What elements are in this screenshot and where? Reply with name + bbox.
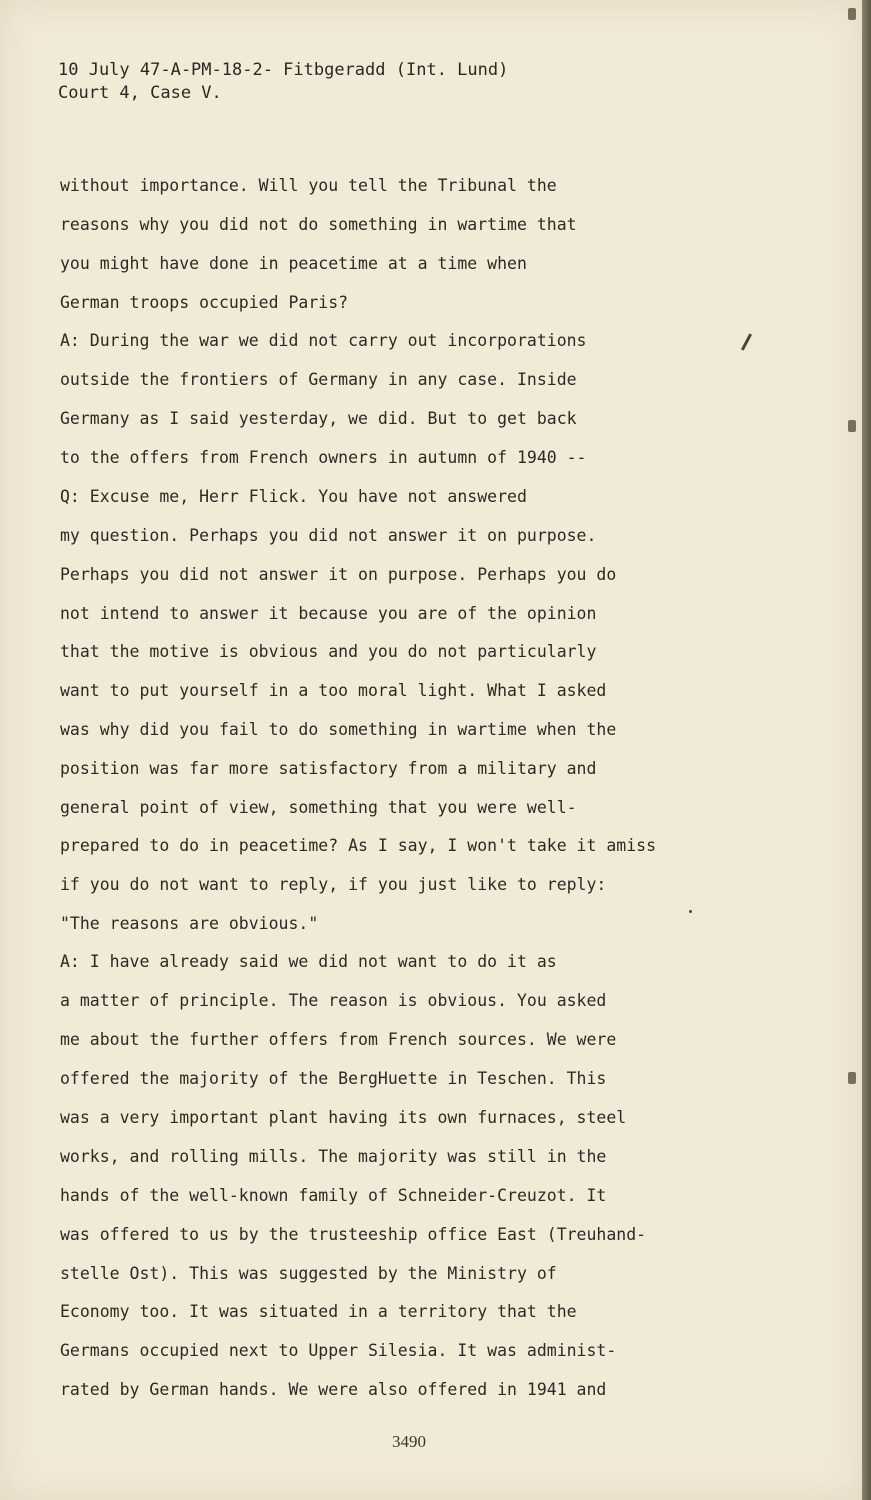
text-line: was a very important plant having its own furnaces, steel xyxy=(60,1108,627,1127)
text-line: to the offers from French owners in autumn of 1940 -- xyxy=(60,448,587,467)
binding-hole xyxy=(848,420,856,432)
pencil-mark xyxy=(741,333,752,350)
text-line: not intend to answer it because you are of the opinion xyxy=(60,604,597,623)
header-session-line: 10 July 47-A-PM-18-2- Fitbgeradd (Int. Lund) xyxy=(58,60,509,80)
ink-speck xyxy=(689,910,692,913)
header-court-line: Court 4, Case V. xyxy=(58,83,222,103)
text-line: prepared to do in peacetime? As I say, I won't take it amiss xyxy=(60,836,657,855)
text-line: you might have done in peacetime at a time when xyxy=(60,254,527,273)
text-line: position was far more satisfactory from a military and xyxy=(60,759,597,778)
text-line: was offered to us by the trusteeship office East (Treuhand- xyxy=(60,1225,647,1244)
text-line: Economy too. It was situated in a territory that the xyxy=(60,1302,577,1321)
text-line: Perhaps you did not answer it on purpose. Perhaps you do xyxy=(60,565,617,584)
text-line: rated by German hands. We were also offered in 1941 and xyxy=(60,1380,607,1399)
text-line: a matter of principle. The reason is obvious. You asked xyxy=(60,991,607,1010)
text-line: German troops occupied Paris? xyxy=(60,293,349,312)
text-line: offered the majority of the BergHuette in Teschen. This xyxy=(60,1069,607,1088)
text-line: "The reasons are obvious." xyxy=(60,914,319,933)
text-line: general point of view, something that you were well- xyxy=(60,798,577,817)
text-line: hands of the well-known family of Schneider-Creuzot. It xyxy=(60,1186,607,1205)
text-line: without importance. Will you tell the Tribunal the xyxy=(60,176,557,195)
text-line: reasons why you did not do something in wartime that xyxy=(60,215,577,234)
text-line: stelle Ost). This was suggested by the Ministry of xyxy=(60,1264,557,1283)
binding-hole xyxy=(848,8,856,20)
page-edge xyxy=(862,0,871,1500)
text-line: if you do not want to reply, if you just like to reply: xyxy=(60,875,607,894)
page-number: 3490 xyxy=(392,1432,426,1451)
text-line: want to put yourself in a too moral light. What I asked xyxy=(60,681,607,700)
text-line: A: I have already said we did not want to do it as xyxy=(60,952,557,971)
text-line: Germany as I said yesterday, we did. But to get back xyxy=(60,409,577,428)
text-line: my question. Perhaps you did not answer it on purpose. xyxy=(60,526,597,545)
text-line: was why did you fail to do something in wartime when the xyxy=(60,720,617,739)
text-line: outside the frontiers of Germany in any case. Inside xyxy=(60,370,577,389)
text-line: Germans occupied next to Upper Silesia. It was administ- xyxy=(60,1341,617,1360)
text-line: works, and rolling mills. The majority was still in the xyxy=(60,1147,607,1166)
text-line: that the motive is obvious and you do not particularly xyxy=(60,642,597,661)
text-line: Q: Excuse me, Herr Flick. You have not answered xyxy=(60,487,527,506)
binding-hole xyxy=(848,1072,856,1084)
text-line: A: During the war we did not carry out incorporations xyxy=(60,331,587,350)
text-line: me about the further offers from French sources. We were xyxy=(60,1030,617,1049)
